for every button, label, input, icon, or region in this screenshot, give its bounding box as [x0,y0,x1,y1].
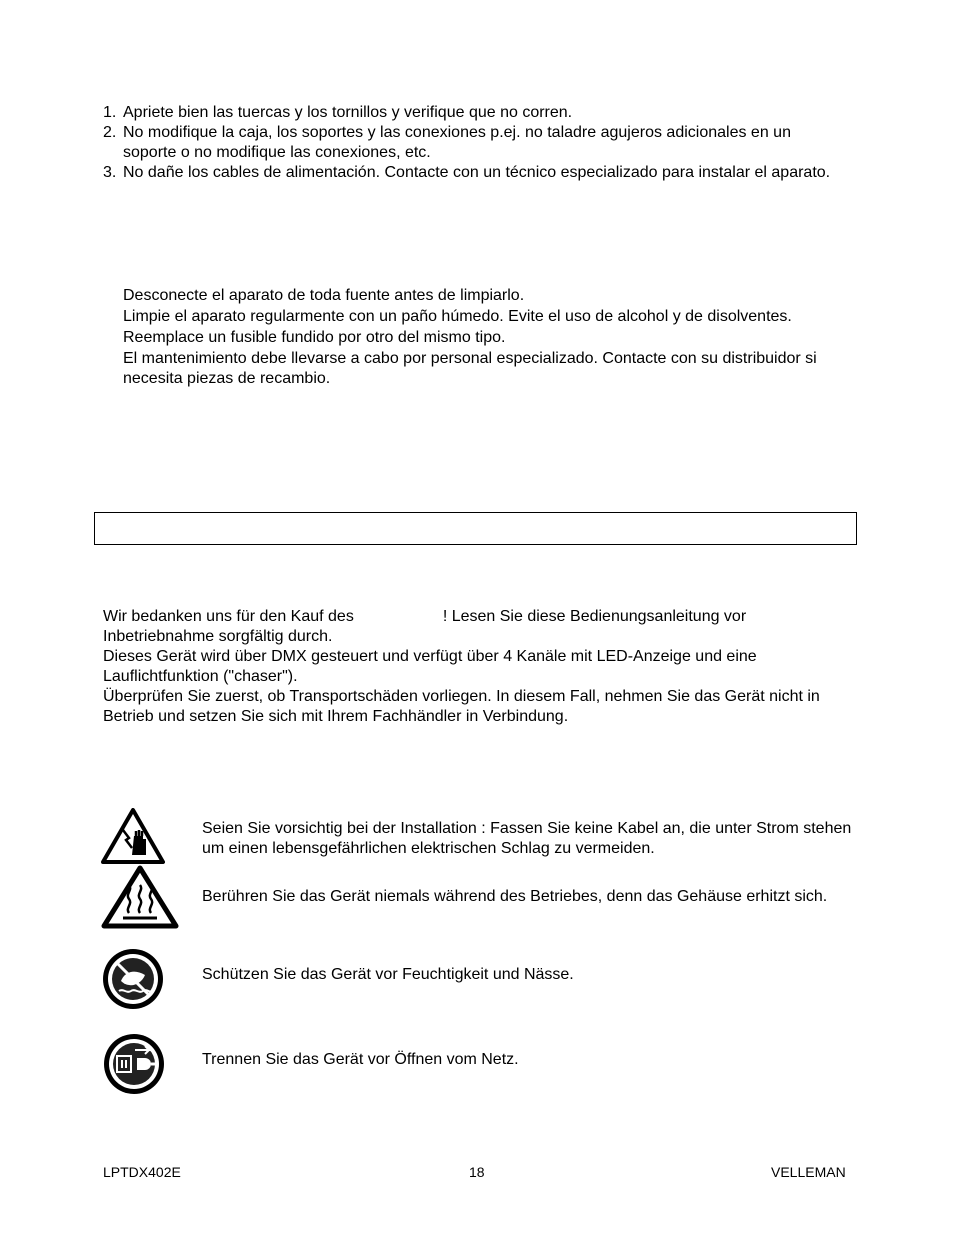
list-item-text: No dañe los cables de alimentación. Contacte con un técnico especializado para instalar el aparato. [123,164,831,181]
unplug-icon [101,1032,167,1102]
warning-text-hot: Berühren Sie das Gerät niemals während des Betriebes, denn das Gehäuse erhitzt sich. [202,888,828,905]
intro-description: Dieses Gerät wird über DMX gesteuert und verfügt über 4 Kanäle mit LED-Anzeige und eine Lauflichtfunktion ("chaser"). [103,648,757,685]
intro-check: Überprüfen Sie zuerst, ob Transportschäden vorliegen. In diesem Fall, nehmen Sie das Gerät nicht in Betrieb und setzen Sie sich mit Ihrem Fachhändler in Verbindung. [103,688,820,725]
page-number: 18 [469,1164,485,1180]
footer-brand: VELLEMAN [771,1164,846,1180]
maintenance-list [123,286,823,390]
footer-model: LPTDX402E [103,1164,181,1180]
list-item-text: Apriete bien las tuercas y los tornillos y verifique que no corren. [123,104,573,121]
hot-surface-warning-icon [101,865,179,935]
warning-text-shock: Seien Sie vorsichtig bei der Installation : Fassen Sie keine Kabel an, die unter Strom stehen um einen lebensgefährlichen elektrischen Schlag zu vermeiden. [202,820,852,857]
maintenance-item: El mantenimiento debe llevarse a cabo por personal especializado. Contacte con su distribuidor si necesita piezas de recambio. [123,350,817,387]
installation-list [103,103,843,183]
warning-text-moisture: Schützen Sie das Gerät vor Feuchtigkeit und Nässe. [202,966,574,983]
list-item: 1. Apriete bien las tuercas y los tornillos y verifique que no corren. [103,104,573,121]
electric-shock-warning-icon [101,808,165,870]
no-water-icon [101,947,165,1017]
maintenance-item: Desconecte el aparato de toda fuente antes de limpiarlo. [123,287,525,304]
intro-thanks: Wir bedanken uns für den Kauf des ! Lesen Sie diese Bedienungsanleitung vor Inbetriebnahme sorgfältig durch. [103,608,747,645]
list-item: 2. No modifique la caja, los soportes y las conexiones p.ej. no taladre agujeros adicionales en un soporte o no modifique las conexiones, etc. [103,124,791,161]
list-item-text: No modifique la caja, los soportes y las conexiones p.ej. no taladre agujeros adicionales en un soporte o no modifique las conexiones, etc. [123,124,791,161]
warning-text-unplug: Trennen Sie das Gerät vor Öffnen vom Netz. [202,1051,519,1068]
intro-section [103,607,843,727]
maintenance-item: Limpie el aparato regularmente con un paño húmedo. Evite el uso de alcohol y de disolventes. [123,308,792,325]
list-item: 3. No dañe los cables de alimentación. Contacte con un técnico especializado para instalar el aparato. [103,164,831,181]
section-heading-box [94,512,857,545]
maintenance-item: Reemplace un fusible fundido por otro del mismo tipo. [123,329,506,346]
